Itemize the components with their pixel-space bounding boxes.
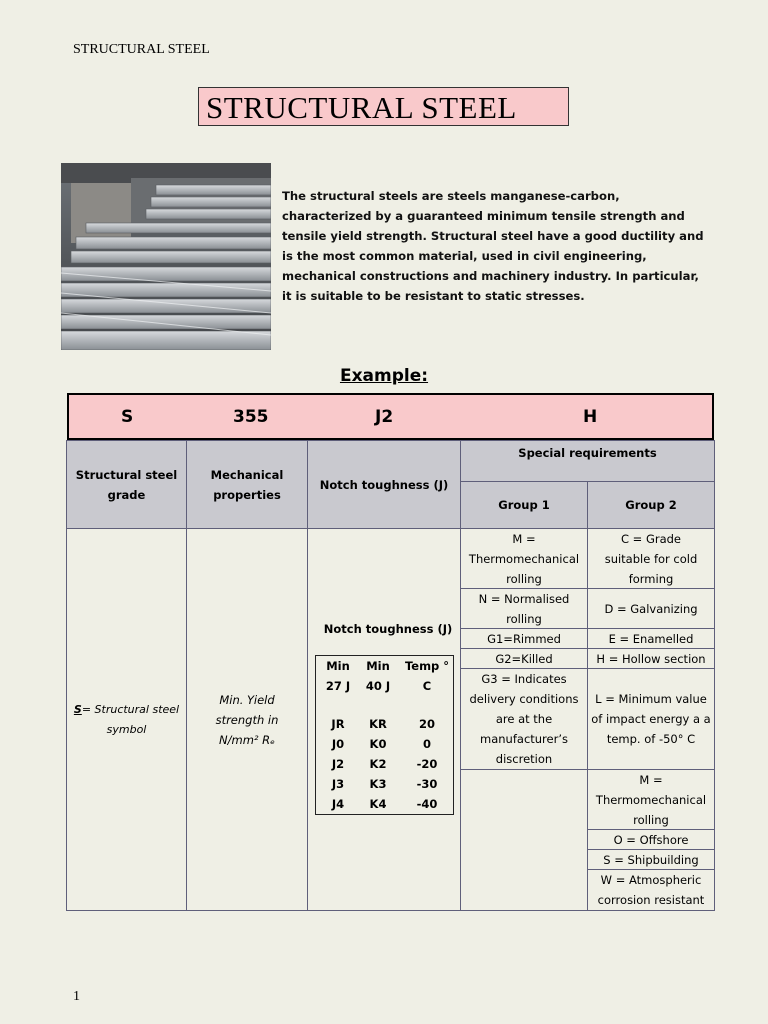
example-heading: Example:	[339, 366, 429, 386]
notch-value: J2	[331, 757, 345, 771]
group1-item: G1=Rimmed	[460, 628, 588, 649]
page-number: 1	[73, 989, 80, 1004]
mechanical-description-cell	[186, 528, 308, 911]
group1-item: N = Normalised rolling	[460, 588, 588, 629]
group1-empty-cell	[460, 769, 588, 911]
notch-value: K2	[369, 757, 387, 771]
header-group-1: Group 1	[460, 481, 588, 529]
code-yield-strength: 355	[233, 407, 269, 427]
notch-header-min27: Min 27 J	[325, 659, 351, 693]
notch-value: J0	[331, 737, 345, 751]
mechanical-description: Min. Yield strength in N/mm² Rₑ	[215, 692, 279, 747]
header-group-2: Group 2	[587, 481, 715, 529]
notch-col-27j	[318, 714, 358, 814]
group1-item: M = Thermomechanical rolling	[460, 528, 588, 589]
code-grade-symbol: S	[121, 407, 134, 427]
notch-col-40j	[358, 714, 398, 814]
notch-value: JR	[331, 717, 345, 731]
grade-symbol: S	[73, 702, 82, 716]
notch-subtable-title: Notch toughness (J)	[323, 622, 453, 636]
group2-item: H = Hollow section	[587, 648, 715, 669]
grade-description: S= Structural steel symbol	[73, 702, 180, 736]
group2-item: E = Enamelled	[587, 628, 715, 649]
notch-value: 0	[422, 737, 431, 751]
header-mechanical-properties: Mechanical properties	[186, 440, 308, 529]
group1-item: G3 = Indicates delivery conditions are at the manufacturer’s discretion	[460, 668, 588, 770]
steel-beams-photo	[61, 163, 271, 350]
intro-paragraph: The structural steels are steels manganese-carbon, characterized by a guaranteed minimum tensile strength and tensile yield strength. Structural steel have a good ductility and is the most common material, used in civil engineering, mechanical constructions and machinery industry. In particular, it is suitable to be resistant to static stresses.	[282, 189, 704, 303]
notch-value: KR	[369, 717, 387, 731]
notch-value: J4	[331, 797, 345, 811]
page-title: STRUCTURAL STEEL	[198, 87, 569, 126]
group1-item: G2=Killed	[460, 648, 588, 669]
group2-item: W = Atmospheric corrosion resistant	[587, 869, 715, 911]
designation-example-bar	[67, 393, 714, 440]
group2-item: M = Thermomechanical rolling	[587, 769, 715, 830]
notch-value: K3	[369, 777, 387, 791]
notch-header-min40: Min 40 J	[365, 659, 391, 693]
notch-col-temp	[404, 714, 450, 814]
group2-item: O = Offshore	[587, 829, 715, 850]
notch-value: J3	[331, 777, 345, 791]
notch-subtable	[315, 655, 454, 815]
notch-value: K4	[369, 797, 387, 811]
group2-item: D = Galvanizing	[587, 588, 715, 629]
group2-item: L = Minimum value of impact energy a a temp. of -50° C	[587, 668, 715, 770]
notch-value: -40	[416, 797, 438, 811]
header-structural-steel-grade: Structural steel grade	[66, 440, 187, 529]
notch-value: -30	[416, 777, 438, 791]
notch-value: -20	[416, 757, 438, 771]
group2-item: C = Grade suitable for cold forming	[587, 528, 715, 589]
notch-header-temp: Temp ° C	[404, 659, 450, 693]
grade-description-cell	[66, 528, 187, 911]
header-special-requirements: Special requirements	[460, 440, 715, 482]
designation-table	[66, 440, 715, 911]
notch-value: 20	[418, 717, 435, 731]
notch-value: K0	[369, 737, 387, 751]
group2-item: S = Shipbuilding	[587, 849, 715, 870]
header-notch-toughness: Notch toughness (J)	[307, 440, 461, 529]
code-special: H	[583, 407, 598, 427]
running-header: STRUCTURAL STEEL	[73, 42, 210, 57]
code-notch-toughness: J2	[375, 407, 394, 427]
